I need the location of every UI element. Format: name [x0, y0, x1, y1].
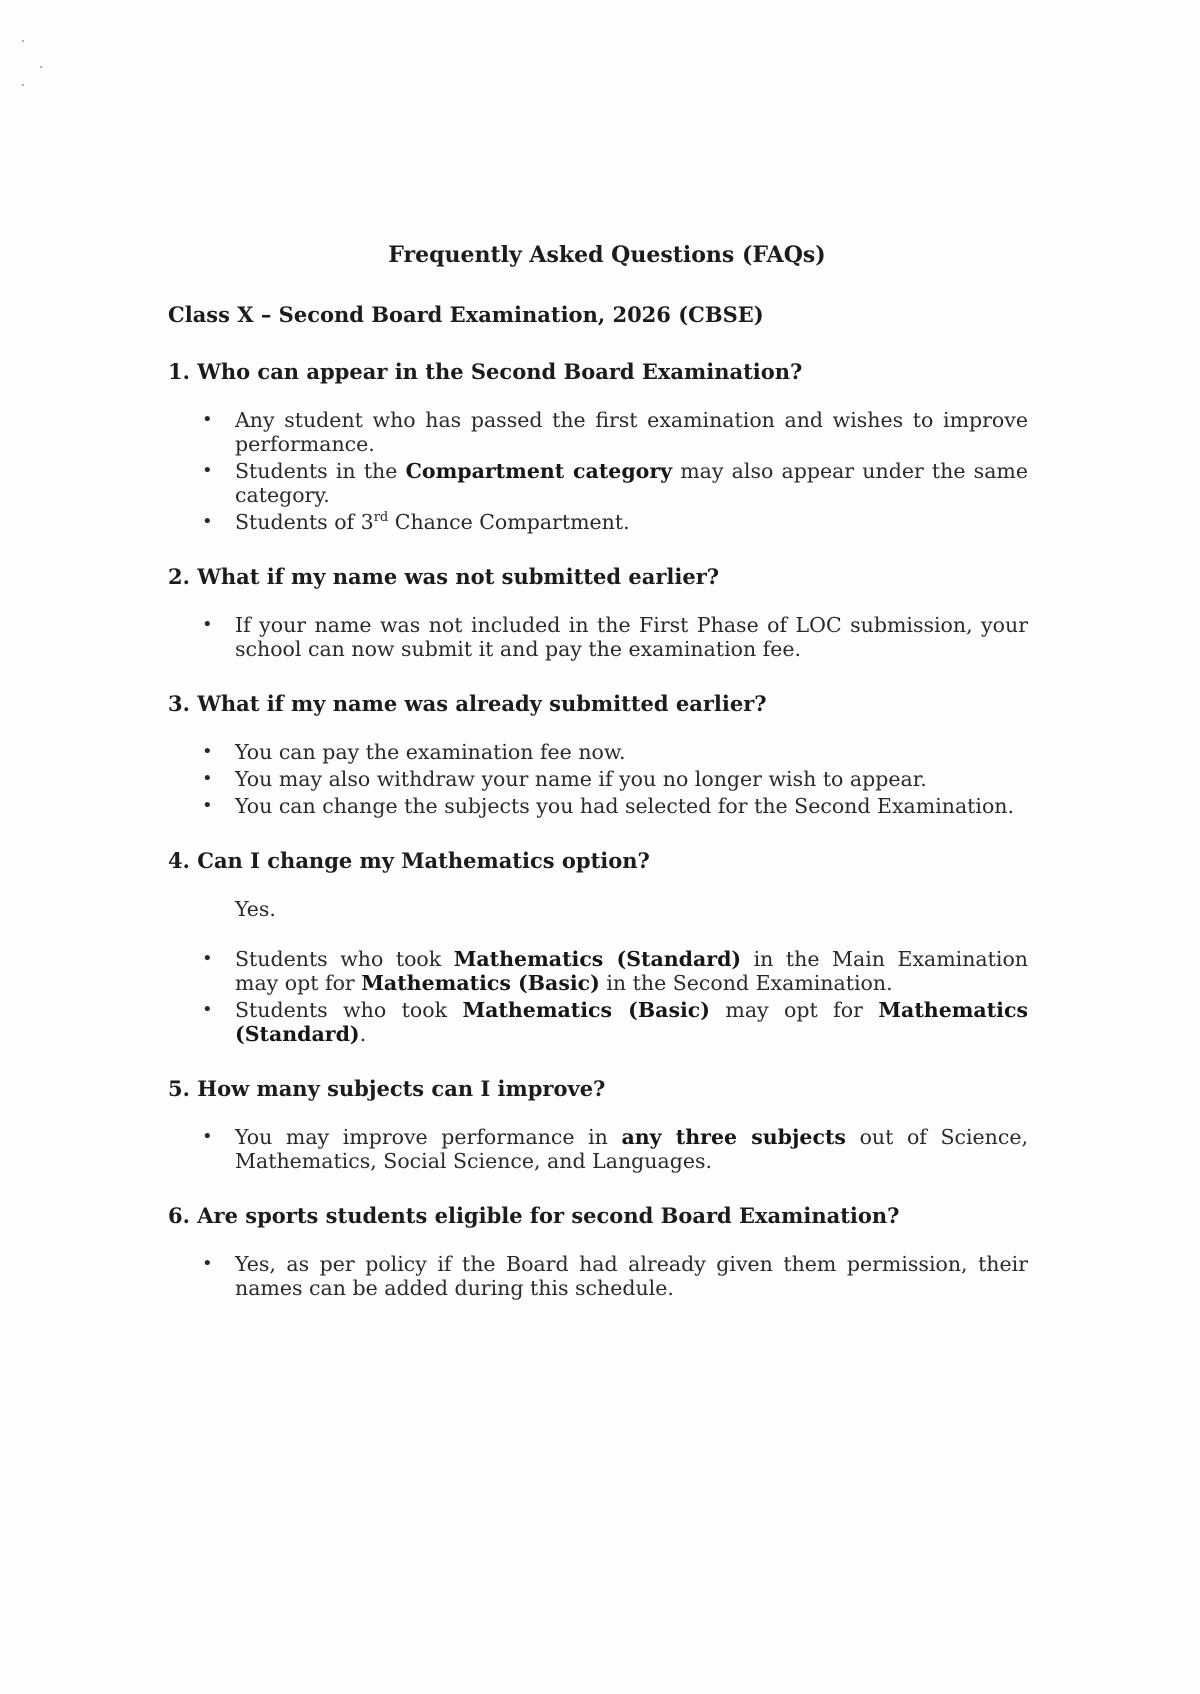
faq-answer-bullet: [235, 794, 1028, 818]
faq-question: 2. What if my name was not submitted earlier?: [168, 564, 720, 589]
document-subtitle: Class X – Second Board Examination, 2026 (CBSE): [168, 302, 764, 327]
answer-text: If your name was not included in the First Phase of LOC submission, your school can now submit it and pay the examination fee.: [235, 613, 1028, 661]
answer-text: Students of 3: [235, 510, 374, 534]
answer-text: in the Second Examination.: [599, 971, 893, 995]
faq-answer-list: [168, 613, 1028, 661]
faq-question: 6. Are sports students eligible for second Board Examination?: [168, 1203, 900, 1228]
faq-question: 5. How many subjects can I improve?: [168, 1076, 606, 1101]
answer-text: Chance Compartment.: [388, 510, 630, 534]
document-title: Frequently Asked Questions (FAQs): [388, 242, 826, 268]
faq-answer-list: [168, 1252, 1028, 1300]
emphasis-text: Compartment category: [405, 459, 673, 483]
answer-text: out of Science, Mathematics, Social Science, and Languages.: [235, 1125, 1028, 1173]
faq-question: 3. What if my name was already submitted earlier?: [168, 691, 767, 716]
emphasis-text: any three subjects: [621, 1125, 846, 1149]
faq-answer-bullet: [235, 947, 1028, 995]
faq-answer-list: [168, 408, 1028, 534]
scan-speck: [22, 40, 24, 42]
faq-answer-bullet: [235, 998, 1028, 1046]
emphasis-text: Mathematics (Standard): [235, 998, 1028, 1046]
faq-answer-bullet: [235, 767, 1028, 791]
faq-item: [168, 848, 1028, 1046]
faq-answer-bullet: [235, 459, 1028, 507]
answer-text: .: [359, 1022, 367, 1046]
answer-text: Students who took: [235, 947, 454, 971]
faq-item: [168, 1076, 1028, 1173]
emphasis-text: Mathematics (Standard): [453, 947, 742, 971]
faq-question: 4. Can I change my Mathematics option?: [168, 848, 650, 873]
scan-speck: [40, 66, 42, 68]
faq-answer-list: [168, 740, 1028, 818]
answer-text: Students who took: [235, 998, 463, 1022]
answer-text: Yes, as per policy if the Board had already given them permission, their names can be added during this schedule.: [235, 1252, 1028, 1300]
superscript-text: rd: [373, 510, 389, 526]
faq-question: 1. Who can appear in the Second Board Examination?: [168, 359, 803, 384]
faq-answer-bullet: [235, 408, 1028, 456]
answer-text: You may improve performance in: [235, 1125, 622, 1149]
emphasis-text: Mathematics (Basic): [361, 971, 600, 995]
faq-item: [168, 564, 1028, 661]
faq-item: [168, 691, 1028, 818]
faq-answer-bullet: [235, 510, 1028, 534]
faq-list: [168, 359, 1028, 1300]
answer-text: Any student who has passed the first examination and wishes to improve performance.: [235, 408, 1028, 456]
faq-answer-bullet: [235, 740, 1028, 764]
scan-speck: [22, 84, 24, 86]
faq-content: [168, 242, 1028, 1330]
faq-answer-bullet: [235, 613, 1028, 661]
faq-answer-bullet: [235, 1252, 1028, 1300]
faq-answer-list: [168, 1125, 1028, 1173]
answer-text: Students in the: [235, 459, 406, 483]
answer-text: You can pay the examination fee now.: [235, 740, 626, 764]
emphasis-text: Mathematics (Basic): [462, 998, 710, 1022]
faq-item: [168, 359, 1028, 534]
answer-text: You can change the subjects you had selected for the Second Examination.: [235, 794, 1015, 818]
answer-text: You may also withdraw your name if you no longer wish to appear.: [235, 767, 927, 791]
faq-answer-list: [168, 947, 1028, 1046]
answer-text: may opt for: [709, 998, 879, 1022]
answer-text: may also appear under the same category.: [235, 459, 1028, 507]
faq-answer-bullet: [235, 1125, 1028, 1173]
faq-intro-answer: Yes.: [235, 897, 276, 921]
answer-text: in the Main Examination may opt for: [235, 947, 1028, 995]
faq-item: [168, 1203, 1028, 1300]
